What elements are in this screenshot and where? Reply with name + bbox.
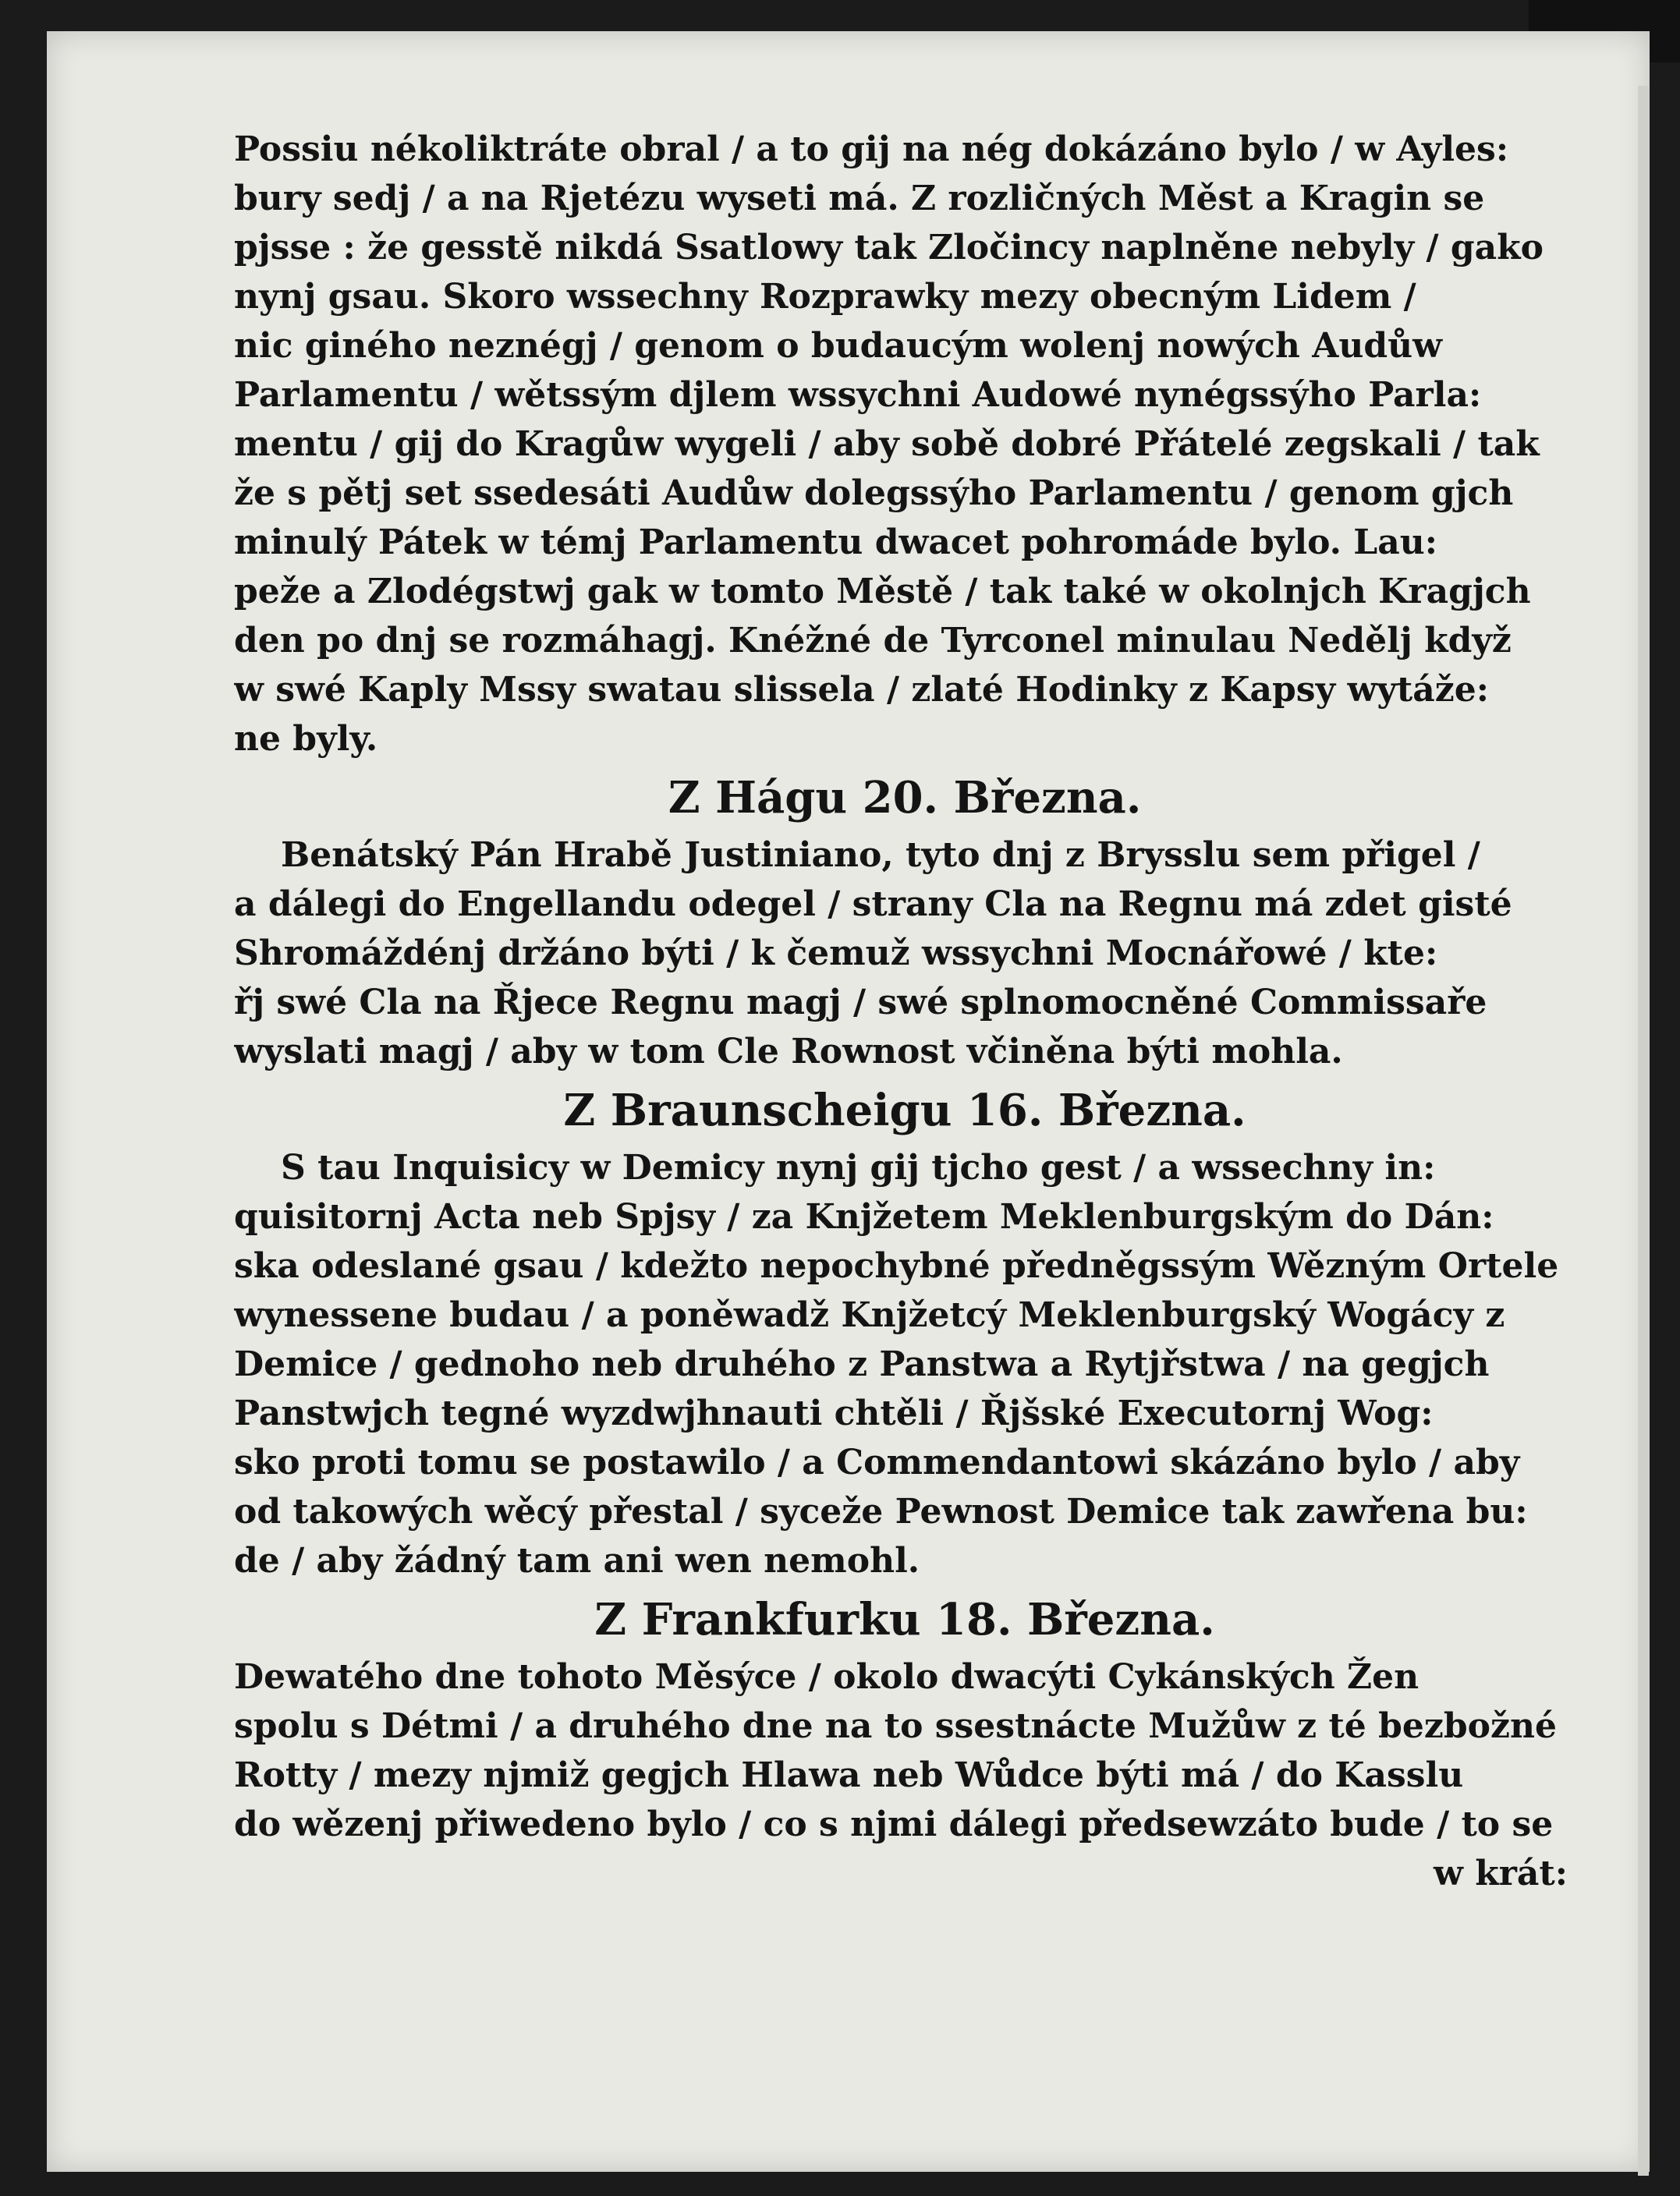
text-line: že s pětj set ssedesáti Audůw dolegssýho Parlamentu / genom gjch [234,473,1514,513]
section-heading: Z Hágu 20. Března. [668,772,1142,824]
section-heading: Z Braunscheigu 16. Března. [563,1085,1246,1136]
page-edge [1638,86,1649,2176]
text-line: ne byly. [234,719,378,759]
text-line: spolu s Détmi / a druhého dne na to ssestnácte Mužůw z té bezbožné [234,1706,1557,1746]
text-line: ska odeslané gsau / kdežto nepochybné předněgssým Wězným Ortele [234,1246,1559,1286]
text-line: Possiu nékoliktráte obral / a to gij na nég dokázáno bylo / w Ayles: [234,129,1509,169]
text-line: sko proti tomu se postawilo / a Commendantowi skázáno bylo / aby [234,1443,1520,1482]
text-line: od takowých wěcý přestal / sycežе Pewnost Demice tak zawřena bu: [234,1492,1528,1532]
catchword: w krát: [1434,1854,1568,1893]
text-line: a dálegi do Engellandu odegel / strany Cla na Regnu má zdet gisté [234,884,1512,924]
text-line: S tau Inquisicy w Demicy nynj gij tjcho gest / a wssechny in: [281,1148,1436,1188]
text-line: den po dnj se rozmáhagj. Knéžné de Tyrconel minulau Nedělj když [234,621,1512,661]
text-line: nic giného neznégj / genom o budaucým wolenj nowých Audůw [234,326,1442,366]
text-line: řj swé Cla na Řjece Regnu magj / swé splnomocněné Commissaře [234,983,1487,1022]
text-line: quisitornj Acta neb Spjsy / za Knjžetem Meklenburgským do Dán: [234,1197,1494,1237]
text-line: wynessene budau / a poněwadž Knjžetcý Meklenburgský Wogácy z [234,1295,1505,1335]
text-line: Parlamentu / wětssým djlem wssychni Audowé nynégssýho Parla: [234,375,1482,415]
text-line: w swé Kaply Mssy swatau slissela / zlaté Hodinky z Kapsy wytáže: [234,670,1489,710]
text-line: Demice / gednoho neb druhého z Panstwa a Rytjřstwa / na gegjch [234,1344,1490,1384]
text-line: do wězenj přiwedeno bylo / co s njmi dálegi předsewzáto bude / to se [234,1805,1554,1844]
text-line: Shromáždénj držáno býti / k čemuž wssychni Mocnářowé / kte: [234,933,1438,973]
section-braunschweig [234,1081,1575,1585]
text-line: bury sedj / a na Rjetézu wyseti má. Z rozličných Měst a Kragin se [234,179,1485,218]
text-line: de / aby žádný tam ani wen nemohl. [234,1541,920,1581]
text-line: Dewatého dne tohoto Měsýce / okolo dwacýti Cykánských Žen [234,1657,1419,1697]
text-line: pjsse : že gesstě nikdá Ssatlowy tak Zločincy naplněne nebyly / gako [234,228,1544,267]
opening-paragraph [234,125,1575,763]
text-line: Rotty / mezy njmiž gegjch Hlawa neb Wůdce býti má / do Kasslu [234,1755,1464,1795]
section-heading: Z Frankfurku 18. Března. [594,1594,1215,1645]
section-frankfurt [234,1590,1575,1849]
page-body [234,125,1575,1898]
text-line: mentu / gij do Kragůw wygeli / aby sobě dobré Přátelé zegskali / tak [234,424,1540,464]
text-line: minulý Pátek w témj Parlamentu dwacet pohromáde bylo. Lau: [234,522,1437,562]
text-line: peže a Zlodégstwj gak w tomto Městě / tak také w okolnjch Kragjch [234,572,1531,611]
text-line: wyslati magj / aby w tom Cle Rownost včiněna býti mohla. [234,1032,1343,1071]
section-hague [234,768,1575,1076]
text-line: Panstwjch tegné wyzdwjhnauti chtěli / Řjšské Executornj Wog: [234,1394,1434,1433]
text-line: Benátský Pán Hrabě Justiniano, tyto dnj z Brysslu sem přigel / [281,835,1480,875]
text-line: nynj gsau. Skoro wssechny Rozprawky mezy obecným Lidem / [234,277,1416,317]
